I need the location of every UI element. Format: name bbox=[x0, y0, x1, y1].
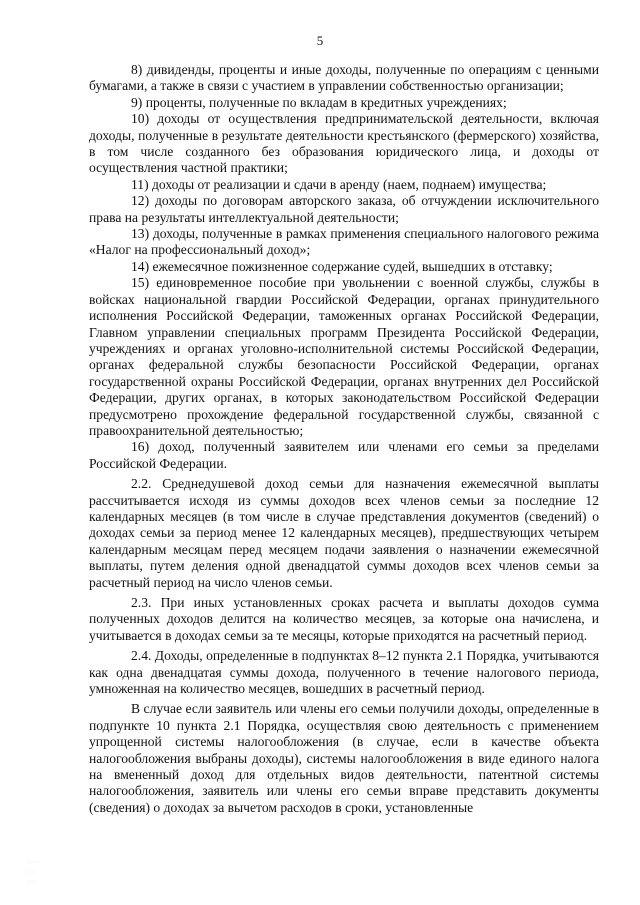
page-number: 5 bbox=[316, 33, 324, 48]
scan-artifact-dots bbox=[28, 858, 72, 888]
paragraph-item-13: 13) доходы, полученные в рамках применения специального налогового режима «Налог на профессиональный доход»; bbox=[89, 226, 599, 258]
dot-artifact-icon: · · bbox=[28, 868, 36, 877]
paragraph-item-11: 11) доходы от реализации и сдачи в аренду (наем, поднаем) имущества; bbox=[131, 176, 547, 192]
dot-artifact-icon: · · bbox=[28, 878, 36, 887]
paragraph-2-3: 2.3. При иных установленных сроках расчета и выплаты доходов сумма полученных доходов делится на количество месяцев, за которые она начислена, и учитывается в доходах семьи за те месяцы, которые приходятся на расчетный период. bbox=[89, 595, 599, 643]
paragraph-2-4: 2.4. Доходы, определенные в подпунктах 8–12 пункта 2.1 Порядка, учитываются как одна двенадцатая суммы дохода, полученного в течение налогового периода, умноженная на количество месяцев, вошедших в расчетный период. bbox=[89, 648, 599, 697]
dot-artifact-icon: · · · bbox=[28, 858, 40, 867]
paragraph-item-9: 9) проценты, полученные по вкладам в кредитных учреждениях; bbox=[131, 94, 507, 110]
paragraph-case-note: В случае если заявитель или члены его семьи получили доходы, определенные в подпункте 10 пункта 2.1 Порядка, осуществляя свою деятельность с применением упрощенной системы налогообложения (в случае, если в качестве объекта налогообложения выбраны доходы), системы налогообложения в виде единого налога на вмененный доход для отдельных видов деятельности, патентной системы налогообложения, заявитель или члены его семьи вправе представить документы (сведения) о доходах за вычетом расходов в сроки, установленные bbox=[89, 701, 599, 815]
paragraph-2-2: 2.2. Среднедушевой доход семьи для назначения ежемесячной выплаты рассчитывается исходя из суммы доходов всех членов семьи за последние 12 календарных месяцев (в том числе в случае представления документов (сведений) о доходах семьи за период менее 12 календарных месяцев), предшествующих четырем календарным месяцам перед месяцем подачи заявления о назначении ежемесячной выплаты, путем деления одной двенадцатой суммы доходов всех членов семьи за расчетный период на число членов семьи. bbox=[89, 476, 599, 590]
document-body bbox=[89, 62, 599, 816]
paragraph-item-10: 10) доходы от осуществления предпринимательской деятельности, включая доходы, полученные в результате деятельности крестьянского (фермерского) хозяйства, в том числе созданного без образования юридического лица, и доходы от осуществления частной практики; bbox=[89, 111, 599, 176]
paragraph-item-14: 14) ежемесячное пожизненное содержание судей, вышедших в отставку; bbox=[131, 258, 553, 274]
paragraph-item-12: 12) доходы по договорам авторского заказа, об отчуждении исключительного права на результаты интеллектуальной деятельности; bbox=[89, 193, 599, 225]
paragraph-item-15: 15) единовременное пособие при увольнении с военной службы, службы в войсках национальной гвардии Российской Федерации, органах принудительного исполнения Российской Федерации, таможенных органах Российской Федерации, Главном управлении специальных программ Президента Российской Федерации, учреждениях и органах уголовно-исполнительной системы Российской Федерации, органах федеральной службы безопасности Российской Федерации, органах государственной охраны Российской Федерации, органах внутренних дел Российской Федерации, других органах, в которых законодательством Российской Федерации предусмотрено прохождение федеральной государственной службы, связанной с правоохранительной деятельностью; bbox=[89, 275, 599, 438]
paragraph-item-16: 16) доход, полученный заявителем или членами его семьи за пределами Российской Федерации. bbox=[89, 439, 599, 471]
paragraph-item-8: 8) дивиденды, проценты и иные доходы, полученные по операциям с ценными бумагами, а также в связи с участием в управлении собственностью организации; bbox=[89, 62, 599, 94]
